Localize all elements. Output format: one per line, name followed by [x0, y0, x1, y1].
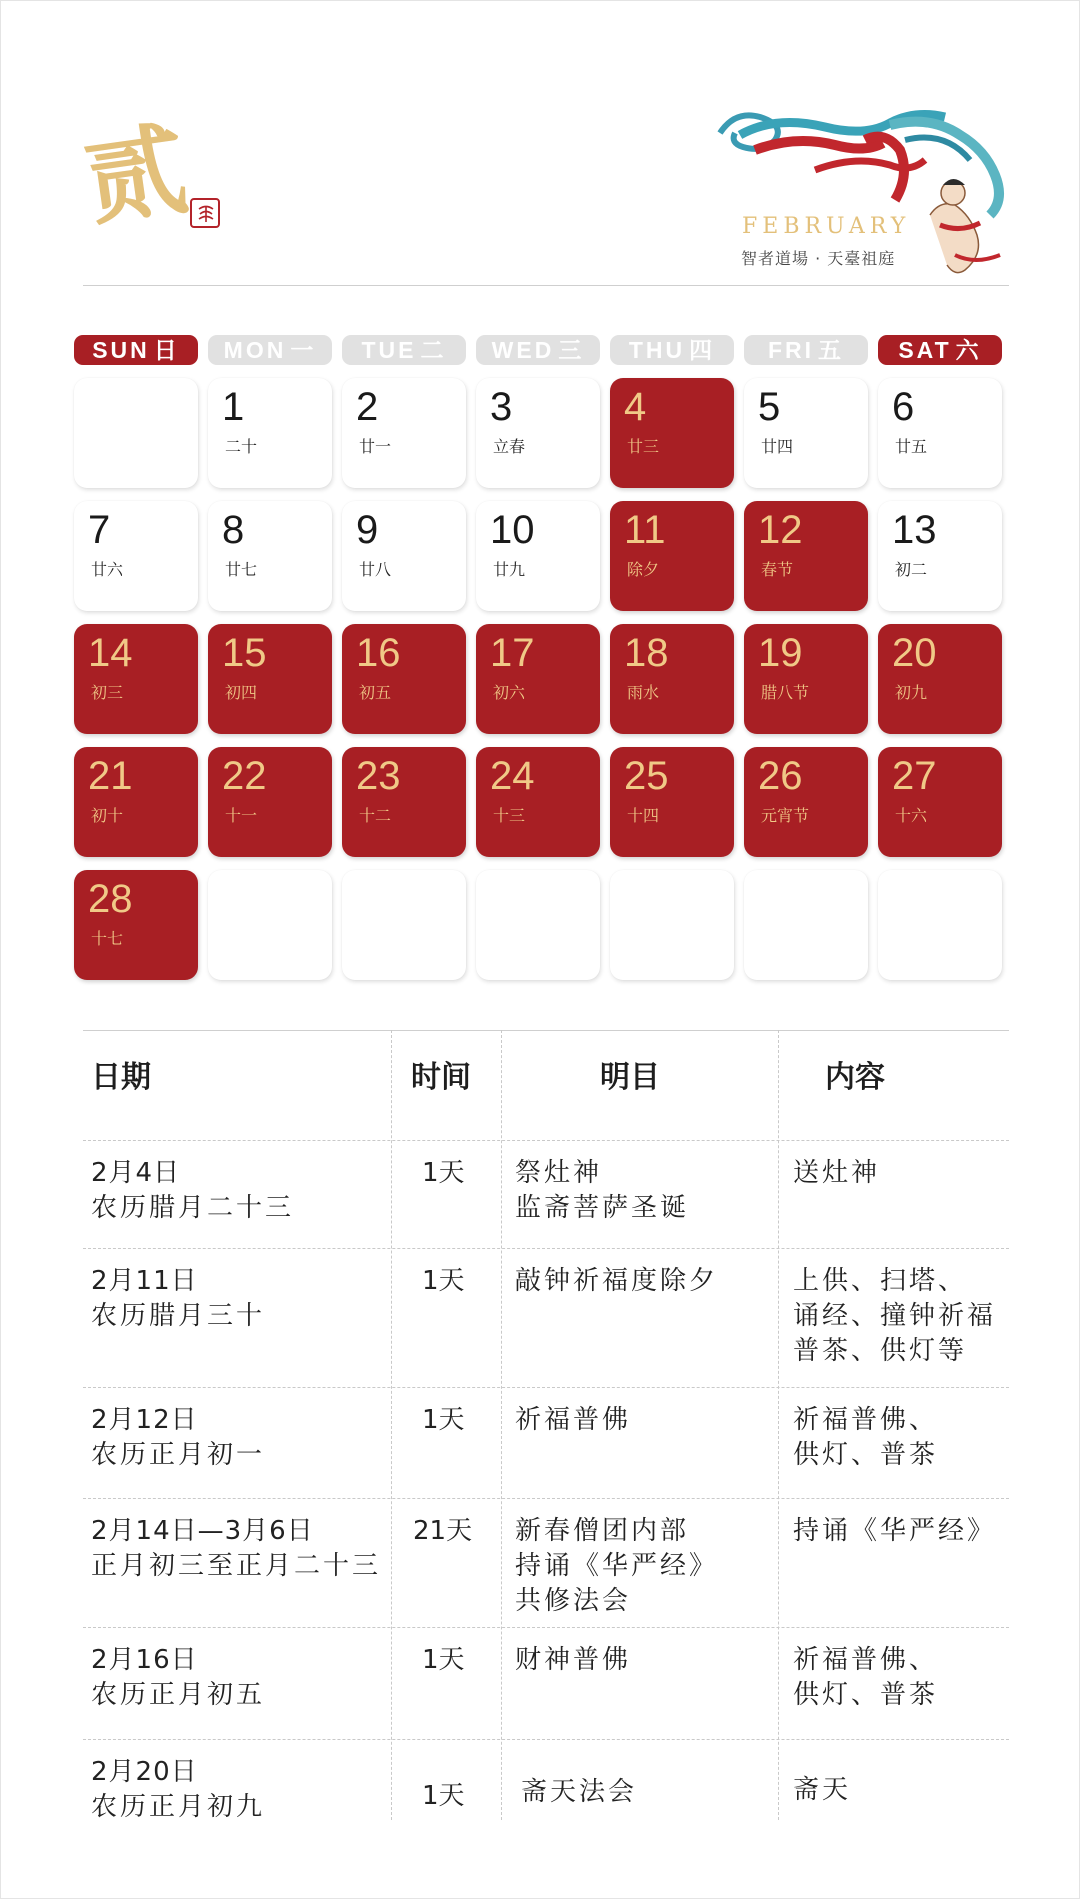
- calendar-day-8: [208, 501, 332, 611]
- day-number: 26: [758, 754, 803, 798]
- weekday-en-label: SAT: [898, 337, 952, 363]
- schedule-date-line: 农历腊月二十三: [91, 1193, 295, 1223]
- table-header-cell: 内容: [825, 1060, 885, 1095]
- lunar-date: 廿四: [761, 437, 794, 456]
- day-number: 22: [222, 754, 267, 798]
- weekday-en-label: MON: [223, 337, 287, 363]
- calendar-day-13: [878, 501, 1002, 611]
- weekday-zh-label: 五: [818, 337, 845, 363]
- empty-day-cell: [878, 870, 1002, 980]
- table-row-divider: [83, 1387, 1009, 1388]
- schedule-item-line: 监斋菩萨圣诞: [515, 1193, 690, 1223]
- lunar-date: 廿五: [895, 437, 928, 456]
- lunar-date: 除夕: [627, 560, 660, 579]
- lunar-date: 腊八节: [761, 683, 810, 702]
- calendar-day-6: [878, 378, 1002, 488]
- calendar-day-21: [74, 747, 198, 857]
- calendar-day-12: [744, 501, 868, 611]
- lunar-date: 元宵节: [761, 806, 810, 825]
- lunar-date: 二十: [225, 437, 258, 456]
- empty-day-cell: [744, 870, 868, 980]
- schedule-content-cell: [793, 1156, 880, 1191]
- calendar-day-4: [610, 378, 734, 488]
- schedule-item-cell: [515, 1403, 631, 1438]
- schedule-date-line: 2月14日—3月6日: [91, 1516, 314, 1546]
- schedule-date-line: 农历正月初九: [91, 1792, 266, 1822]
- weekday-thu: [610, 335, 734, 365]
- weekday-zh-label: 一: [290, 337, 317, 363]
- temple-subtitle: 智者道場 · 天臺祖庭: [741, 249, 896, 268]
- schedule-date-line: 2月12日: [91, 1405, 198, 1435]
- calendar-day-28: [74, 870, 198, 980]
- empty-day-cell: [208, 870, 332, 980]
- month-character: 贰: [78, 109, 194, 241]
- calendar-day-15: [208, 624, 332, 734]
- weekday-tue: [342, 335, 466, 365]
- weekday-en-label: WED: [491, 337, 555, 363]
- calendar-day-11: [610, 501, 734, 611]
- table-header-cell: 时间: [411, 1060, 471, 1095]
- schedule-content-line: 送灶神: [793, 1158, 881, 1188]
- weekday-en-label: SUN: [92, 337, 150, 363]
- lunar-date: 十三: [493, 806, 526, 825]
- day-number: 16: [356, 631, 401, 675]
- lunar-date: 初十: [91, 806, 124, 825]
- calendar-day-23: [342, 747, 466, 857]
- table-header-cell: 日期: [91, 1060, 151, 1095]
- table-row-divider: [83, 1739, 1009, 1740]
- schedule-content-line: 上供、扫塔、: [793, 1266, 968, 1296]
- day-number: 12: [758, 508, 803, 552]
- day-number: 7: [88, 508, 111, 552]
- schedule-item-line: 共修法会: [515, 1586, 632, 1616]
- lunar-date: 春节: [761, 560, 794, 579]
- day-number: 2: [356, 385, 379, 429]
- calendar-day-22: [208, 747, 332, 857]
- schedule-date-cell: [91, 1755, 265, 1825]
- lunar-date: 初三: [91, 683, 124, 702]
- schedule-content-line: 诵经、撞钟祈福: [793, 1301, 997, 1331]
- schedule-duration-cell: 21天: [413, 1516, 473, 1546]
- weekday-zh-label: 四: [689, 337, 716, 363]
- day-number: 15: [222, 631, 267, 675]
- lunar-date: 廿一: [359, 437, 392, 456]
- weekday-zh-label: 六: [955, 337, 982, 363]
- lunar-date: 十七: [91, 929, 124, 948]
- calendar-day-24: [476, 747, 600, 857]
- schedule-item-line: 财神普佛: [515, 1645, 632, 1675]
- weekday-sun: [74, 335, 198, 365]
- weekday-zh-label: 二: [420, 337, 447, 363]
- schedule-item-cell: [515, 1264, 718, 1299]
- calendar-day-18: [610, 624, 734, 734]
- schedule-date-cell: [91, 1403, 265, 1473]
- day-number: 9: [356, 508, 379, 552]
- schedule-content-line: 祈福普佛、: [793, 1405, 939, 1435]
- weekday-fri: [744, 335, 868, 365]
- day-number: 5: [758, 385, 781, 429]
- seal-stamp-icon: [190, 198, 220, 228]
- weekday-en-label: FRI: [767, 337, 815, 363]
- schedule-content-line: 供灯、普茶: [793, 1440, 939, 1470]
- schedule-date-line: 2月16日: [91, 1645, 198, 1675]
- table-column-divider: [778, 1030, 779, 1820]
- lunar-date: 初九: [895, 683, 928, 702]
- empty-day-cell: [342, 870, 466, 980]
- table-column-divider: [501, 1030, 502, 1820]
- calendar-day-16: [342, 624, 466, 734]
- schedule-content-cell: [793, 1514, 996, 1549]
- schedule-item-cell: [515, 1514, 718, 1619]
- lunar-date: 廿三: [627, 437, 660, 456]
- schedule-date-cell: [91, 1643, 265, 1713]
- day-number: 24: [490, 754, 535, 798]
- schedule-duration-cell: 1天: [422, 1266, 465, 1296]
- schedule-date-line: 正月初三至正月二十三: [91, 1551, 382, 1581]
- table-row-divider: [83, 1498, 1009, 1499]
- schedule-duration-cell: 1天: [422, 1405, 465, 1435]
- calendar-day-19: [744, 624, 868, 734]
- schedule-date-line: 2月11日: [91, 1266, 198, 1296]
- schedule-item-line: 祈福普佛: [515, 1405, 632, 1435]
- schedule-item-line: 斋天法会: [521, 1777, 638, 1807]
- lunar-date: 初五: [359, 683, 392, 702]
- schedule-duration-cell: 1天: [422, 1158, 465, 1188]
- lunar-date: 立春: [493, 437, 526, 456]
- day-number: 20: [892, 631, 937, 675]
- day-number: 25: [624, 754, 669, 798]
- weekday-mon: [208, 335, 332, 365]
- calendar-day-1: [208, 378, 332, 488]
- day-number: 19: [758, 631, 803, 675]
- weekday-header: [74, 335, 1004, 365]
- schedule-item-cell: [515, 1156, 689, 1226]
- day-number: 27: [892, 754, 937, 798]
- calendar-day-27: [878, 747, 1002, 857]
- day-number: 4: [624, 385, 647, 429]
- lunar-date: 十四: [627, 806, 660, 825]
- schedule-content-line: 普茶、供灯等: [793, 1336, 968, 1366]
- weekday-wed: [476, 335, 600, 365]
- table-header-cell: 明目: [600, 1060, 660, 1095]
- day-number: 3: [490, 385, 513, 429]
- calendar-day-17: [476, 624, 600, 734]
- day-number: 14: [88, 631, 133, 675]
- schedule-item-line: 持诵《华严经》: [515, 1551, 719, 1581]
- lunar-date: 十一: [225, 806, 258, 825]
- schedule-item-cell: [521, 1775, 637, 1810]
- calendar-day-20: [878, 624, 1002, 734]
- lunar-date: 廿六: [91, 560, 124, 579]
- calendar-day-2: [342, 378, 466, 488]
- schedule-item-line: 敲钟祈福度除夕: [515, 1266, 719, 1296]
- lunar-date: 十二: [359, 806, 392, 825]
- schedule-content-cell: [793, 1643, 938, 1713]
- day-number: 23: [356, 754, 401, 798]
- table-row-divider: [83, 1627, 1009, 1628]
- day-number: 1: [222, 385, 245, 429]
- day-number: 18: [624, 631, 669, 675]
- empty-day-cell: [610, 870, 734, 980]
- day-number: 28: [88, 877, 133, 921]
- month-english: FEBRUARY: [742, 214, 911, 239]
- schedule-date-line: 农历正月初五: [91, 1680, 266, 1710]
- calendar-day-14: [74, 624, 198, 734]
- weekday-zh-label: 日: [153, 337, 180, 363]
- day-number: 6: [892, 385, 915, 429]
- schedule-duration-cell: 1天: [422, 1645, 465, 1675]
- schedule-content-line: 祈福普佛、: [793, 1645, 939, 1675]
- calendar-day-3: [476, 378, 600, 488]
- weekday-en-label: TUE: [361, 337, 417, 363]
- schedule-content-line: 持诵《华严经》: [793, 1516, 997, 1546]
- day-number: 21: [88, 754, 133, 798]
- day-number: 13: [892, 508, 937, 552]
- weekday-sat: [878, 335, 1002, 365]
- lunar-date: 廿七: [225, 560, 258, 579]
- schedule-date-line: 2月4日: [91, 1158, 181, 1188]
- calendar-day-25: [610, 747, 734, 857]
- schedule-content-line: 斋天: [793, 1775, 852, 1805]
- weekday-en-label: THU: [628, 337, 686, 363]
- table-row-divider: [83, 1248, 1009, 1249]
- calendar-day-7: [74, 501, 198, 611]
- schedule-content-cell: [793, 1773, 851, 1808]
- calendar-grid: [74, 378, 1004, 983]
- lunar-date: 廿八: [359, 560, 392, 579]
- schedule-content-cell: [793, 1403, 938, 1473]
- calendar-day-5: [744, 378, 868, 488]
- day-number: 17: [490, 631, 535, 675]
- header-divider: [83, 285, 1009, 286]
- schedule-date-line: 农历腊月三十: [91, 1301, 266, 1331]
- lunar-date: 十六: [895, 806, 928, 825]
- empty-day-cell: [74, 378, 198, 488]
- lunar-date: 初六: [493, 683, 526, 702]
- table-column-divider: [391, 1030, 392, 1820]
- calendar-day-10: [476, 501, 600, 611]
- lunar-date: 初四: [225, 683, 258, 702]
- day-number: 11: [624, 508, 666, 552]
- schedule-date-cell: [91, 1514, 381, 1584]
- schedule-date-line: 农历正月初一: [91, 1440, 266, 1470]
- schedule-date-cell: [91, 1156, 294, 1226]
- day-number: 8: [222, 508, 245, 552]
- lunar-date: 廿九: [493, 560, 526, 579]
- schedule-item-line: 祭灶神: [515, 1158, 603, 1188]
- schedule-item-line: 新春僧团内部: [515, 1516, 690, 1546]
- schedule-item-cell: [515, 1643, 631, 1678]
- calendar-day-9: [342, 501, 466, 611]
- schedule-content-cell: [793, 1264, 996, 1369]
- table-row-divider: [83, 1140, 1009, 1141]
- schedule-duration-cell: 1天: [422, 1781, 465, 1811]
- schedule-date-line: 2月20日: [91, 1757, 198, 1787]
- table-top-border: [83, 1030, 1009, 1031]
- calendar-day-26: [744, 747, 868, 857]
- empty-day-cell: [476, 870, 600, 980]
- schedule-content-line: 供灯、普茶: [793, 1680, 939, 1710]
- lunar-date: 初二: [895, 560, 928, 579]
- weekday-zh-label: 三: [558, 337, 585, 363]
- schedule-table: [83, 1030, 1009, 1820]
- schedule-date-cell: [91, 1264, 265, 1334]
- day-number: 10: [490, 508, 535, 552]
- lunar-date: 雨水: [627, 683, 660, 702]
